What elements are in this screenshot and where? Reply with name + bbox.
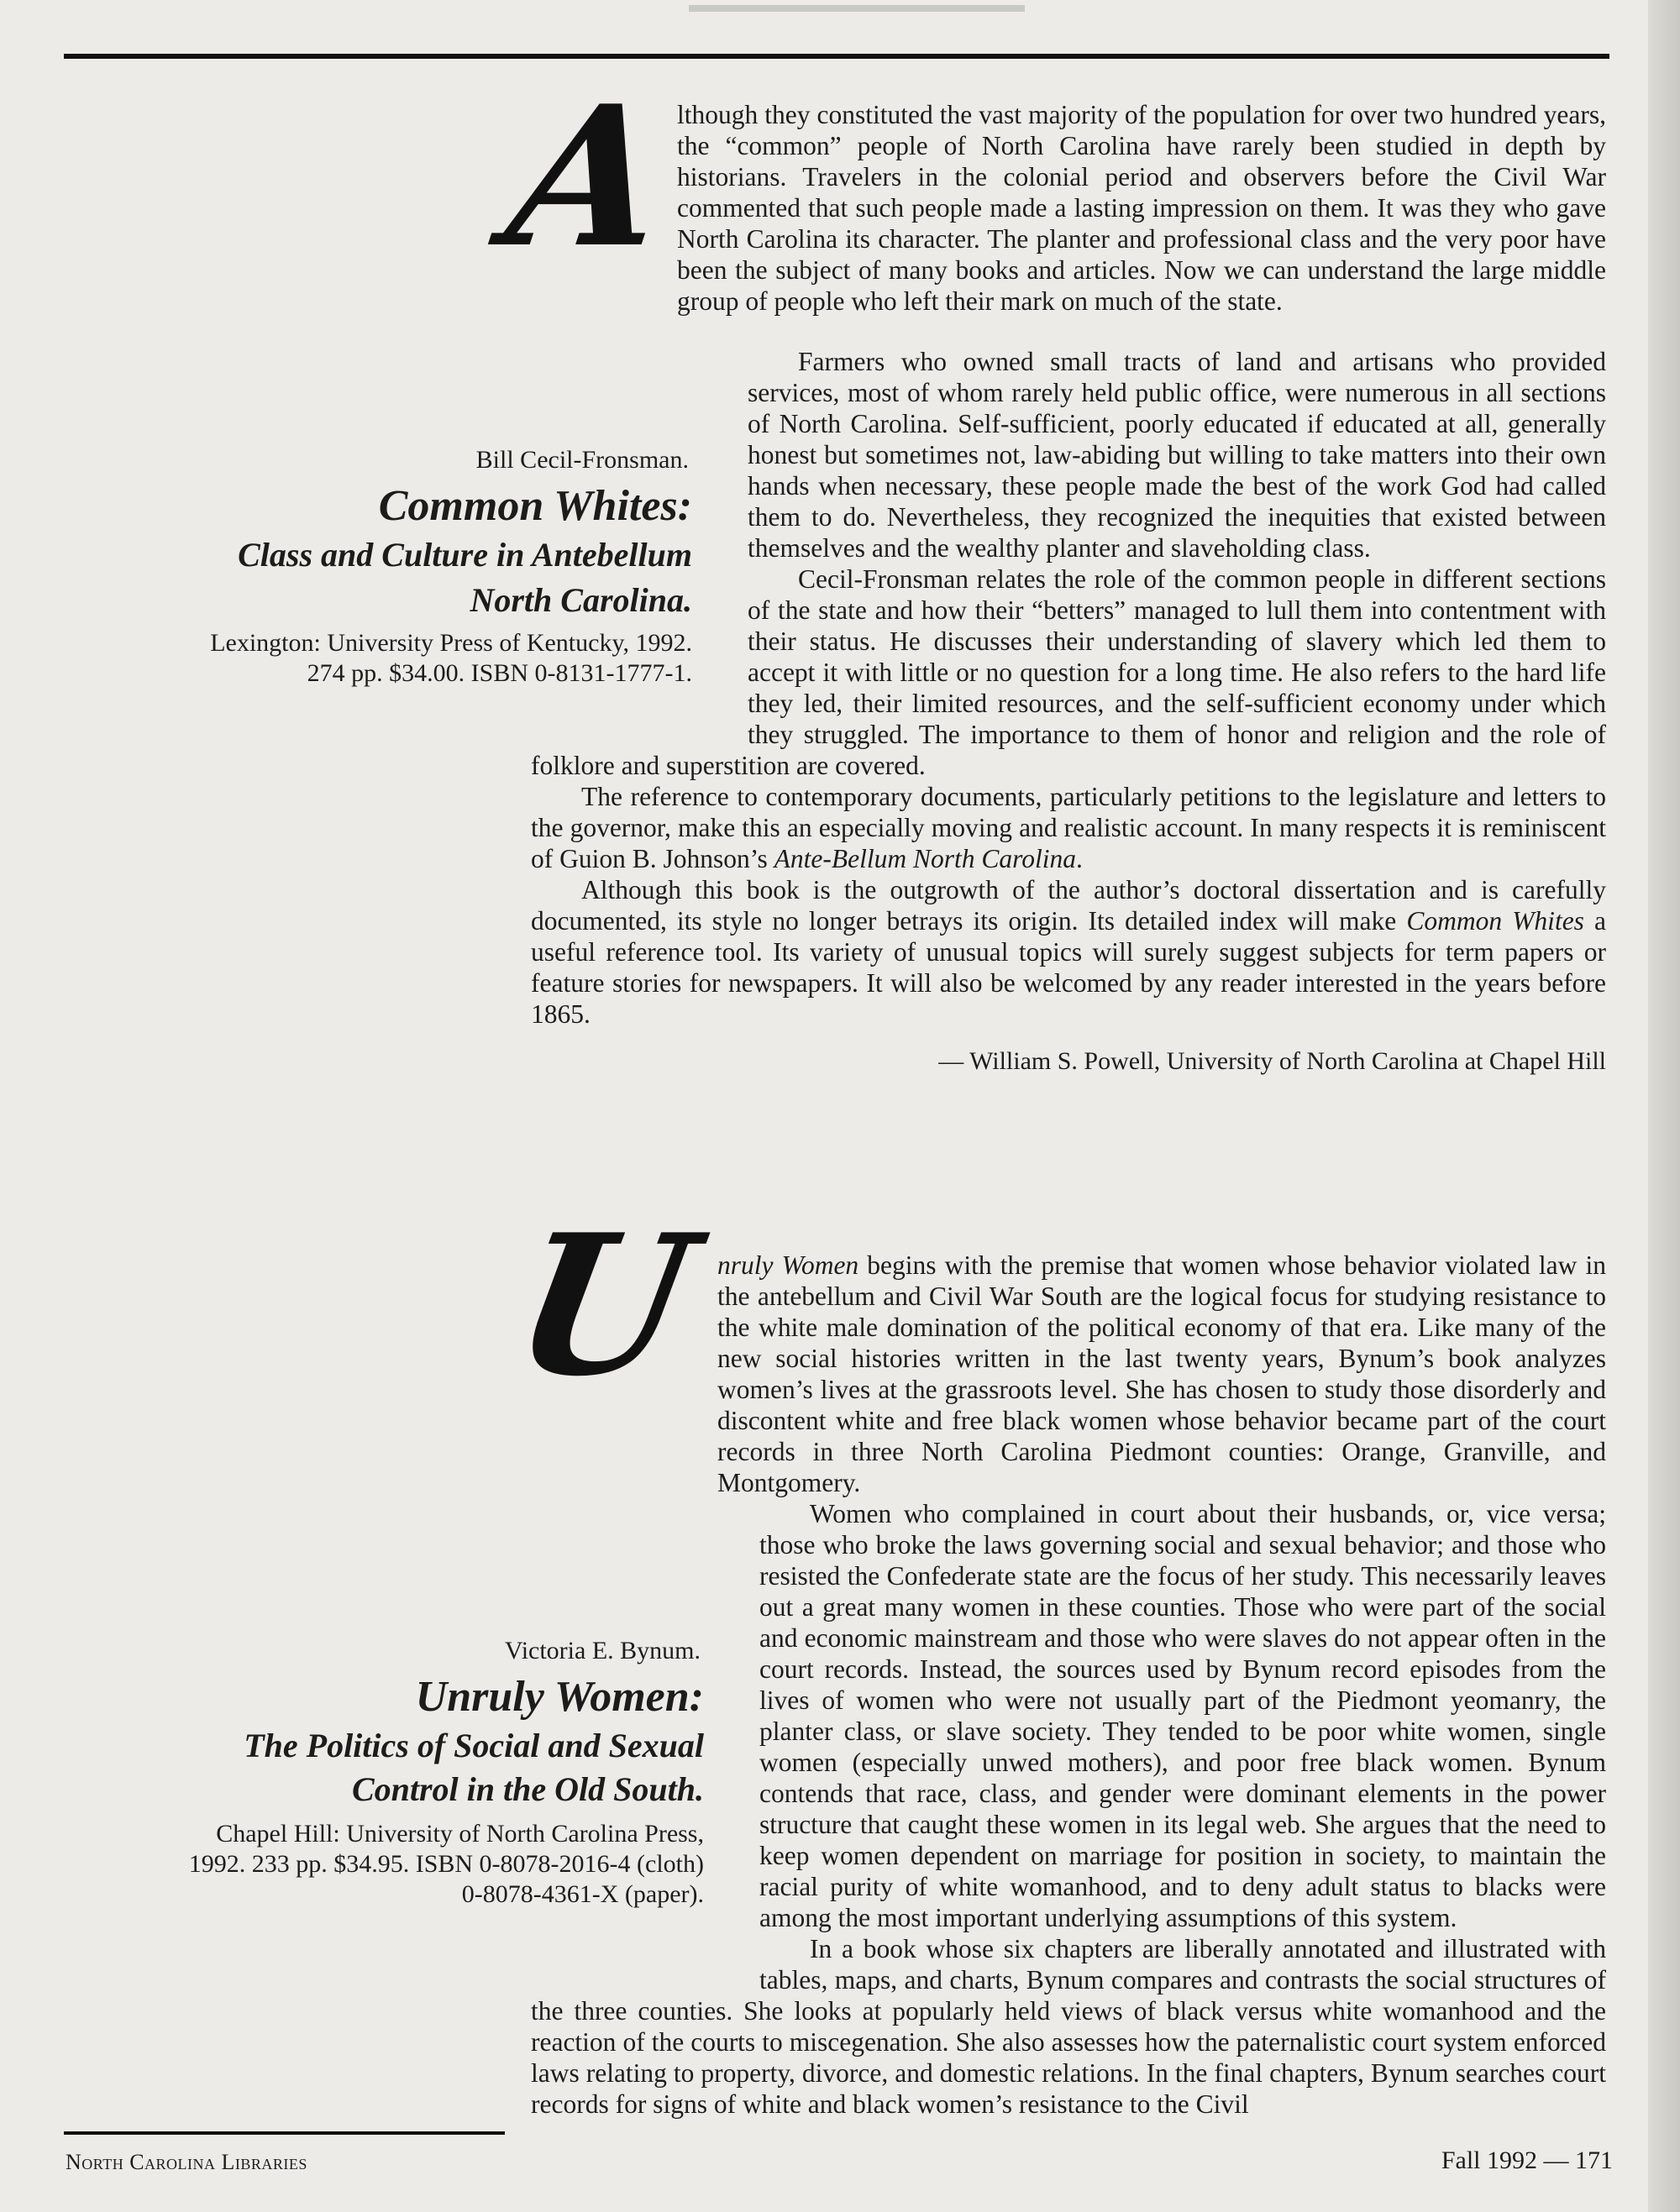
book-info-unruly-women bbox=[64, 1634, 704, 1910]
review2-intro-italic: nruly Women bbox=[717, 1250, 859, 1280]
review2-paragraph-2: Women who complained in court about their husbands, or, vice versa; those who broke the laws governing social and sexual behavior; and those who resisted the Confederate state are the focus of her study. This necessarily leaves out a great many women in these counties. Those who were part of the social and economic mainstream and those who were slaves do not appear often in the court records. Instead, the sources used by Bynum record episodes from the lives of women who were not usually part of the Piedmont yeomanry, the planter class, or slave society. They tended to be poor white women, single women (especially unwed mothers), and poor free black women. Bynum contends that race, class, and gender were dominant elements in the power structure that caught these women in its legal web. She argues that the need to keep women dependent on marriage for position in society, to maintain the racial purity of white womanhood, and to deny adult status to blacks were among the most important underlying assumptions of this system. bbox=[759, 1499, 1606, 1932]
para4-pre: The reference to contemporary documents, particularly petitions to the legislature and letters to the governor, make this an especially moving and realistic account. In many respects it is reminiscent of Guion B. Johnson’s bbox=[531, 782, 1606, 873]
para4-post: . bbox=[1075, 844, 1083, 873]
top-rule bbox=[64, 54, 1609, 59]
book-title: Common Whites: bbox=[378, 482, 692, 530]
review2-intro-text: begins with the premise that women whose behavior violated law in the antebellum and Civil War South are the logical focus for studying resistance to the white male domination of the political economy of that era. Like many of the new social histories written in the last twenty years, Bynum’s book analyzes women’s lives at the grassroots level. She has chosen to study those disorderly and discontent white and free black women whose behavior became part of the court records in three North Carolina Piedmont counties: Orange, Granville, and Montgomery. bbox=[717, 1250, 1606, 1497]
book-subtitle-line2: North Carolina. bbox=[470, 581, 692, 619]
dropcap-u: U bbox=[499, 1192, 708, 1419]
review1-reviewer: — William S. Powell, University of North Carolina at Chapel Hill bbox=[938, 1047, 1606, 1075]
book-title-2: Unruly Women: bbox=[415, 1673, 704, 1721]
review1-paragraph-2: Farmers who owned small tracts of land and artisans who provided services, most of whom rarely held public office, were numerous in all sections of North Carolina. Self-sufficient, poorly educated if educated at all, generally honest but sometimes not, law-abiding but willing to take matters into their own hands when necessary, these people made the best of the work God had called them to do. Nevertheless, they recognized the inequities that existed between themselves and the wealthy planter and slaveholding class. bbox=[748, 347, 1606, 563]
book-pub-2-line2: 1992. 233 pp. $34.95. ISBN 0-8078-2016-4 (cloth) bbox=[188, 1850, 704, 1878]
dropcap-space bbox=[64, 99, 677, 351]
footer-issue-page: Fall 1992 — 171 bbox=[1441, 2146, 1613, 2174]
review1-paragraph-5 bbox=[531, 874, 1606, 1030]
bleed-through-mark bbox=[689, 5, 1025, 12]
para5-pre: Although this book is the outgrowth of the author’s doctoral dissertation and is carefully documented, its style no longer betrays its origin. Its detailed index will make bbox=[531, 875, 1606, 936]
book-pub-2-line1: Chapel Hill: University of North Carolina Press, bbox=[216, 1820, 704, 1848]
page-edge-shadow bbox=[1648, 0, 1680, 2212]
book-subtitle-line1: Class and Culture in Antebellum bbox=[238, 536, 692, 574]
para5-post: a useful reference tool. Its variety of unusual topics will surely suggest subjects for term papers or feature stories for newspapers. It will also be welcomed by any reader interested in the years before 1865. bbox=[531, 906, 1607, 1029]
review2-paragraph-3: In a book whose six chapters are liberally annotated and illustrated with tables, maps, and charts, Bynum compares and contrasts the social structures of the three counties. She looks at popularly held views of black versus white womanhood and the reaction of the courts to miscegenation. She also assesses how the paternalistic court system enforced laws relating to property, divorce, and domestic relations. In the final chapters, Bynum searches court records for signs of white and black women’s resistance to the Civil bbox=[531, 1934, 1606, 2119]
review1-body bbox=[531, 346, 1606, 1077]
dropcap-a: A bbox=[496, 64, 679, 291]
book-pub-2-line3: 0-8078-4361-X (paper). bbox=[461, 1880, 704, 1908]
dropcap-u-space bbox=[531, 1250, 717, 1527]
book-pub-line1: Lexington: University Press of Kentucky, 1992. bbox=[210, 629, 692, 657]
review1-paragraph-3: Cecil-Fronsman relates the role of the common people in different sections of the state and how their “betters” managed to lull them into contentment with their status. He discusses their understanding of slavery which led them to accept it with little or no question for a long time. He also refers to the hard life they led, their limited resources, and the self-sufficient economy under which they struggled. The importance to them of honor and religion and the role of folklore and superstition are covered. bbox=[531, 564, 1606, 780]
book-author-2: Victoria E. Bynum. bbox=[504, 1637, 701, 1664]
para5-italic: Common Whites bbox=[1406, 906, 1584, 936]
review1-intro-text: lthough they constituted the vast majority of the population for over two hundred years, the “common” people of North Carolina have rarely been studied in depth by historians. Travelers in the colonial period and observers before the Civil War commented that such people made a lasting impression on them. It was they who gave North Carolina its character. The planter and professional class and the very poor have been the subject of many books and articles. Now we can understand the large middle group of people who left their mark on much of the state. bbox=[677, 100, 1606, 316]
book-info-space bbox=[531, 346, 748, 744]
review1-text-flow bbox=[64, 99, 1606, 351]
bottom-rule bbox=[64, 2131, 505, 2135]
book-pub-line2: 274 pp. $34.00. ISBN 0-8131-1777-1. bbox=[307, 659, 692, 687]
book-author: Bill Cecil-Fronsman. bbox=[475, 446, 689, 474]
book-subtitle-2-line1: The Politics of Social and Sexual bbox=[244, 1727, 704, 1764]
review1-paragraph-4 bbox=[531, 781, 1606, 874]
para4-italic: Ante-Bellum North Carolina bbox=[774, 844, 1076, 873]
book-subtitle-2-line2: Control in the Old South. bbox=[351, 1770, 704, 1808]
footer-journal-name: North Carolina Libraries bbox=[66, 2150, 307, 2174]
